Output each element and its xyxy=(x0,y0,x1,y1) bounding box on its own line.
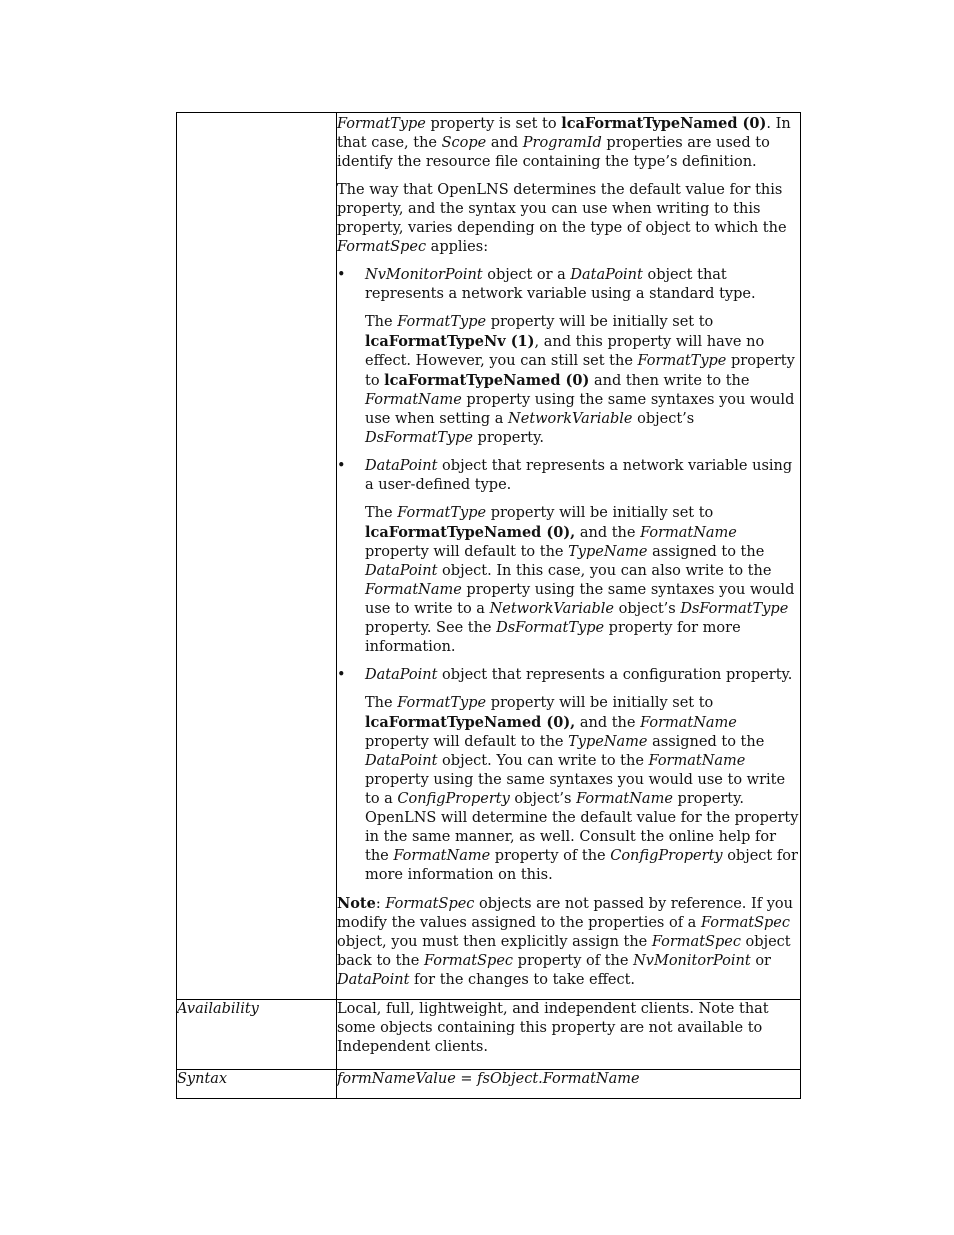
text-run: and the xyxy=(575,715,641,731)
italic-text-run: DsFormatType xyxy=(496,620,605,636)
italic-text-run: DsFormatType xyxy=(365,430,473,446)
text-run: property using the same syntaxes you would use when setting a xyxy=(365,392,795,427)
bold-text-run: lcaFormatTypeNv (1) xyxy=(365,333,535,350)
italic-text-run: FormatType xyxy=(637,353,727,369)
bullet-head-text xyxy=(365,458,792,493)
bullet-body-text xyxy=(337,694,800,885)
text-run: object. You can write to the xyxy=(437,753,649,769)
italic-text-run: FormatSpec xyxy=(700,915,791,931)
italic-text-run: ProgramId xyxy=(522,135,602,151)
italic-text-run: FormatType xyxy=(337,116,426,132)
text-run: property using the same syntaxes you would use to write to a xyxy=(365,582,795,617)
text-run: property to xyxy=(365,353,795,389)
bullet-item-datapoint-user-defined xyxy=(337,457,800,495)
italic-text-run: FormatName xyxy=(640,525,737,541)
bullet-item-datapoint-config xyxy=(337,666,800,685)
text-run: object, you must then explicitly assign the xyxy=(337,934,652,950)
text-run: properties are used to identify the resource file containing the type’s definition. xyxy=(337,135,770,170)
text-run: property will be initially set to xyxy=(486,314,714,330)
italic-text-run: Scope xyxy=(441,135,487,151)
italic-text-run: FormatSpec xyxy=(651,934,741,950)
text-run: property will be initially set to xyxy=(486,505,714,521)
text-run: The way that OpenLNS determines the default value for this property, and the syntax you can use when writing to this property, varies depending on the type of object to which the xyxy=(337,182,787,236)
text-run: , and this property will have no effect. However, you can still set the xyxy=(365,334,765,369)
italic-text-run: FormatName xyxy=(648,753,746,769)
italic-text-run: FormatSpec xyxy=(385,896,475,912)
text-run: objects are not passed by reference. If you modify the values assigned to the properties of a xyxy=(337,896,793,931)
bullet-marker: • xyxy=(337,267,346,283)
italic-text-run: FormatSpec xyxy=(423,953,514,969)
text-run: object’s xyxy=(509,791,577,807)
bullet-marker: • xyxy=(337,667,346,683)
text-run: property. See the xyxy=(365,620,497,636)
text-run: assigned to the xyxy=(647,544,765,560)
table-row-formatname-description xyxy=(177,113,801,1000)
text-run: The xyxy=(365,695,398,711)
bullet-head-text xyxy=(365,667,792,683)
text-run: or xyxy=(750,953,771,969)
row-label-empty xyxy=(177,113,337,1000)
italic-text-run: TypeName xyxy=(568,544,648,560)
text-run: : xyxy=(375,896,386,912)
text-run: and xyxy=(486,135,523,151)
italic-text-run: DataPoint xyxy=(337,972,410,988)
table-row-availability xyxy=(177,1000,801,1070)
text-run: and then write to the xyxy=(589,373,750,389)
italic-text-run: FormatName xyxy=(576,791,673,807)
paragraph-default-value-intro xyxy=(337,181,800,257)
text-run: assigned to the xyxy=(647,734,765,750)
text-run: property will default to the xyxy=(365,544,569,560)
syntax-text: formNameValue = fsObject.FormatName xyxy=(337,1071,640,1087)
text-run: object back to the xyxy=(337,934,791,969)
text-run: and the xyxy=(575,525,641,541)
text-run: object’s xyxy=(614,601,681,617)
description-cell xyxy=(337,113,801,1000)
table-row-syntax xyxy=(177,1070,801,1099)
paragraph-formattype-named xyxy=(337,114,800,172)
text-run: property. OpenLNS will determine the default value for the property in the same manner, as well. Consult the online help for the xyxy=(365,791,799,864)
text-run: property is set to xyxy=(425,116,562,132)
text-run: property of the xyxy=(490,848,611,864)
text-run: object that represents a network variable using a standard type. xyxy=(365,267,756,302)
italic-text-run: FormatName xyxy=(393,848,491,864)
text-run: object or a xyxy=(482,267,571,283)
italic-text-run: FormatType xyxy=(397,695,487,711)
italic-text-run: NvMonitorPoint xyxy=(633,953,751,969)
italic-text-run: ConfigProperty xyxy=(397,791,510,807)
text-run: object’s xyxy=(632,411,695,427)
italic-text-run: FormatSpec xyxy=(337,239,427,255)
bold-text-run: lcaFormatTypeNamed (0), xyxy=(365,714,576,731)
italic-text-run: NetworkVariable xyxy=(489,601,615,617)
italic-text-run: FormatType xyxy=(397,505,487,521)
italic-text-run: FormatName xyxy=(365,392,462,408)
italic-text-run: DsFormatType xyxy=(680,601,789,617)
italic-text-run: DataPoint xyxy=(570,267,643,283)
text-run: property of the xyxy=(513,953,634,969)
availability-cell xyxy=(337,1000,801,1070)
text-run: property. xyxy=(472,430,545,446)
italic-text-run: DataPoint xyxy=(365,753,438,769)
bullet-item-nvmonitorpoint xyxy=(337,266,800,304)
bullet-head-text xyxy=(365,267,756,302)
bullet-marker: • xyxy=(337,458,346,474)
italic-text-run: NvMonitorPoint xyxy=(365,267,483,283)
italic-text-run: FormatType xyxy=(397,314,487,330)
bold-text-run: lcaFormatTypeNamed (0) xyxy=(561,115,767,132)
property-table xyxy=(176,112,801,1099)
availability-text: Local, full, lightweight, and independent clients. Note that some objects containing this property are not available to Independent clients. xyxy=(337,1001,769,1055)
bold-text-run: lcaFormatTypeNamed (0), xyxy=(365,524,576,541)
text-run: object for more information on this. xyxy=(365,848,798,883)
italic-text-run: NetworkVariable xyxy=(508,411,633,427)
italic-text-run: FormatName xyxy=(640,715,737,731)
row-label-syntax: Syntax xyxy=(177,1070,337,1099)
text-run: . In that case, the xyxy=(337,116,791,151)
text-run: The xyxy=(365,314,398,330)
bold-text-run: Note xyxy=(337,895,376,912)
syntax-cell xyxy=(337,1070,801,1099)
text-run: property will default to the xyxy=(365,734,569,750)
italic-text-run: TypeName xyxy=(568,734,648,750)
text-run: property for more information. xyxy=(365,620,741,655)
italic-text-run: FormatName xyxy=(365,582,462,598)
text-run: object. In this case, you can also write to the xyxy=(437,563,772,579)
text-run: object that represents a network variable using a user-defined type. xyxy=(365,458,793,493)
bullet-body-text xyxy=(337,504,800,657)
bullet-body-text xyxy=(337,313,800,448)
text-run: applies: xyxy=(426,239,489,255)
text-run: The xyxy=(365,505,398,521)
text-run: object that represents a configuration property. xyxy=(437,667,793,683)
bold-text-run: lcaFormatTypeNamed (0) xyxy=(384,372,590,389)
text-run: for the changes to take effect. xyxy=(409,972,636,988)
row-label-availability: Availability xyxy=(177,1000,337,1070)
text-run: property will be initially set to xyxy=(486,695,714,711)
note-paragraph xyxy=(337,894,800,990)
text-run: property using the same syntaxes you would use to write to a xyxy=(365,772,786,807)
italic-text-run: DataPoint xyxy=(365,563,438,579)
italic-text-run: DataPoint xyxy=(365,458,438,474)
italic-text-run: ConfigProperty xyxy=(610,848,723,864)
italic-text-run: DataPoint xyxy=(365,667,438,683)
